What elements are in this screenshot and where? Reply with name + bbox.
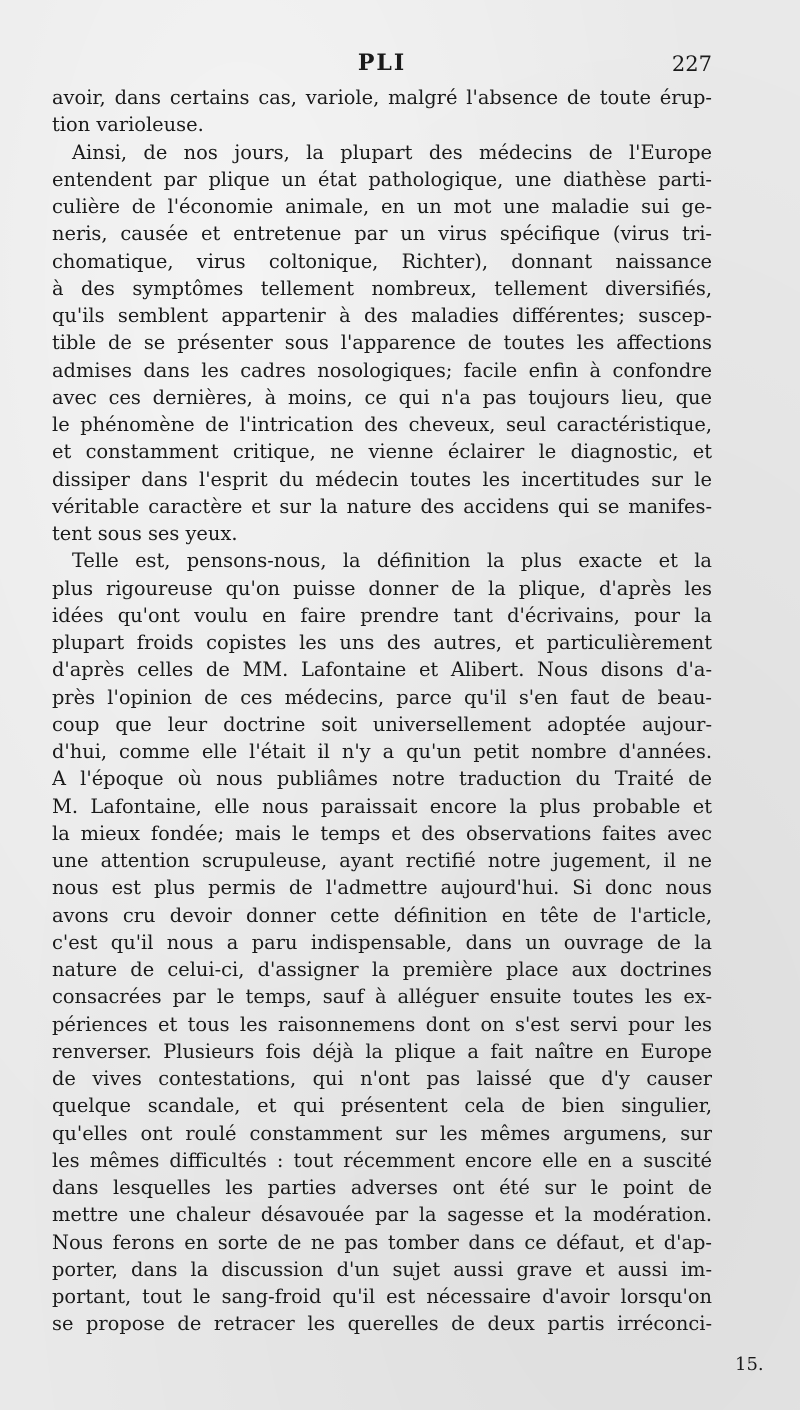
running-title: PLI bbox=[357, 50, 407, 76]
text-line: avons cru devoir donner cette définition en tête de l'article, bbox=[52, 903, 712, 927]
text-line: nature de celui-ci, d'assigner la première place aux doctrines bbox=[52, 958, 712, 981]
text-line: qu'ils semblent appartenir à des maladies différentes; suscep- bbox=[52, 304, 712, 327]
text-line: tible de se présenter sous l'apparence de toutes les affections bbox=[52, 331, 712, 355]
page-header bbox=[52, 50, 712, 80]
text-line: Ainsi, de nos jours, la plupart des médecins de l'Europe bbox=[72, 140, 712, 164]
text-line: se propose de retracer les querelles de deux partis irréconci- bbox=[52, 1312, 712, 1336]
text-line: plupart froids copistes les uns des autres, et particulièrement bbox=[52, 631, 712, 654]
text-line: les mêmes difficultés : tout récemment encore elle en a suscité bbox=[52, 1148, 712, 1172]
text-line: qu'elles ont roulé constamment sur les mêmes argumens, sur bbox=[52, 1121, 712, 1145]
text-line: et constamment critique, ne vienne éclairer le diagnostic, et bbox=[52, 440, 712, 464]
body-text bbox=[52, 84, 712, 1338]
text-line: neris, causée et entretenue par un virus spécifique (virus tri- bbox=[52, 222, 712, 246]
text-line: Nous ferons en sorte de ne pas tomber dans ce défaut, et d'ap- bbox=[52, 1230, 712, 1254]
text-line: consacrées par le temps, sauf à alléguer ensuite toutes les ex- bbox=[52, 985, 712, 1009]
text-line: dans lesquelles les parties adverses ont été sur le point de bbox=[52, 1176, 712, 1199]
text-line: A l'époque où nous publiâmes notre traduction du Traité de bbox=[52, 767, 712, 791]
text-line: entendent par plique un état pathologique, une diathèse parti- bbox=[52, 167, 712, 191]
text-line: quelque scandale, et qui présentent cela de bien singulier, bbox=[52, 1094, 712, 1118]
text-line: périences et tous les raisonnemens dont on s'est servi pour les bbox=[52, 1012, 712, 1036]
text-line: Telle est, pensons-nous, la définition la plus exacte et la bbox=[72, 549, 712, 573]
text-line: d'après celles de MM. Lafontaine et Alibert. Nous disons d'a- bbox=[52, 658, 712, 682]
signature-mark: 15. bbox=[735, 1354, 764, 1375]
text-line: avec ces dernières, à moins, ce qui n'a pas toujours lieu, que bbox=[52, 385, 712, 409]
text-line: avoir, dans certains cas, variole, malgré l'absence de toute érup- bbox=[52, 86, 712, 109]
text-line: culière de l'économie animale, en un mot une maladie sui ge- bbox=[52, 195, 712, 218]
text-line: dissiper dans l'esprit du médecin toutes les incertitudes sur le bbox=[52, 467, 712, 491]
text-line: idées qu'ont voulu en faire prendre tant d'écrivains, pour la bbox=[52, 603, 712, 627]
text-line: la mieux fondée; mais le temps et des observations faites avec bbox=[52, 821, 712, 845]
text-line: porter, dans la discussion d'un sujet aussi grave et aussi im- bbox=[52, 1257, 712, 1281]
text-line: c'est qu'il nous a paru indispensable, dans un ouvrage de la bbox=[52, 930, 712, 954]
text-line: de vives contestations, qui n'ont pas laissé que d'y causer bbox=[52, 1067, 712, 1090]
text-line: plus rigoureuse qu'on puisse donner de la plique, d'après les bbox=[52, 576, 712, 600]
text-line: tion varioleuse. bbox=[52, 113, 204, 137]
text-line: tent sous ses yeux. bbox=[52, 522, 238, 545]
text-line: M. Lafontaine, elle nous paraissait encore la plus probable et bbox=[52, 794, 712, 818]
text-line: une attention scrupuleuse, ayant rectifié notre jugement, il ne bbox=[52, 849, 712, 872]
text-line: mettre une chaleur désavouée par la sagesse et la modération. bbox=[52, 1203, 712, 1227]
text-line: portant, tout le sang-froid qu'il est nécessaire d'avoir lorsqu'on bbox=[52, 1285, 712, 1308]
text-line: près l'opinion de ces médecins, parce qu'il s'en faut de beau- bbox=[52, 685, 712, 709]
text-line: admises dans les cadres nosologiques; facile enfin à confondre bbox=[52, 358, 712, 382]
page-number: 227 bbox=[671, 52, 712, 76]
text-line: renverser. Plusieurs fois déjà la plique a fait naître en Europe bbox=[52, 1039, 712, 1063]
text-line: d'hui, comme elle l'était il n'y a qu'un petit nombre d'années. bbox=[52, 740, 712, 763]
text-line: le phénomène de l'intrication des cheveux, seul caractéristique, bbox=[52, 413, 712, 436]
text-line: à des symptômes tellement nombreux, tellement diversifiés, bbox=[52, 276, 712, 300]
text-line: véritable caractère et sur la nature des accidens qui se manifes- bbox=[52, 494, 712, 518]
text-line: coup que leur doctrine soit universellement adoptée aujour- bbox=[52, 712, 712, 736]
text-line: chomatique, virus coltonique, Richter), donnant naissance bbox=[52, 249, 712, 273]
text-line: nous est plus permis de l'admettre aujourd'hui. Si donc nous bbox=[52, 876, 712, 900]
